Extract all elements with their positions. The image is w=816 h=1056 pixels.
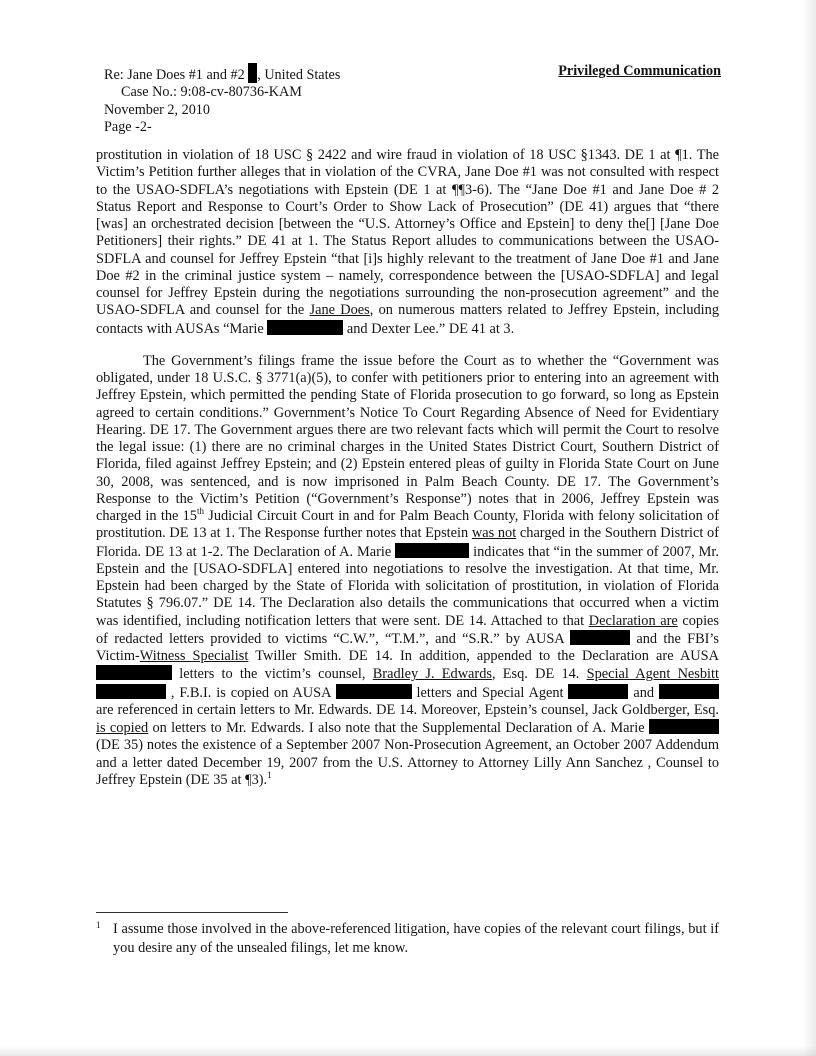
redaction-box — [96, 684, 166, 699]
text-run: indicates that “in the summer of 2007, Mr. Epstein and the [USAO-SDFLA] entered into negotiations to resolve the investigation. At that time, Mr. Epstein had been charged by the State of Florida with solicitation of prostitution, in violation of Florida Statutes § 796.07.” DE 14. The Declaration also details the communications that occurred when a victim was identified, including notification letters that were sent. DE 14. Attached to that — [96, 543, 719, 629]
text-run: letters to the victim’s counsel, — [172, 666, 373, 683]
text-run: , F.B.I. is copied on AUSA — [166, 684, 336, 701]
underlined-text: Special Agent Nesbitt — [586, 666, 719, 683]
underlined-text: Witness Specialist — [139, 648, 249, 664]
text-run: and the FBI’s Victim- — [96, 630, 719, 664]
footnote — [96, 920, 719, 958]
text-run: letters and Special Agent — [411, 684, 569, 701]
scan-shadow-bottom — [0, 1046, 816, 1056]
redaction-box — [395, 543, 469, 558]
text-run: charged in the Southern District of Florida. DE 13 at 1-2. The Declaration of A. Marie — [96, 525, 719, 560]
re-line — [104, 63, 340, 84]
footnote-mark: 1 — [96, 920, 101, 930]
text-run: copies of redacted letters provided to victims “C.W.”, “T.M.”, and “S.R.” by AUSA — [96, 612, 720, 647]
underlined-text: Jane Does — [309, 302, 370, 319]
redaction-box — [570, 630, 630, 645]
redaction-box — [336, 684, 412, 699]
footnote-divider — [96, 912, 288, 913]
text-run: , Esq. DE 14. — [491, 666, 587, 683]
letter-date: November 2, 2010 — [104, 101, 210, 118]
underlined-text: Bradley J. Edwards — [372, 666, 492, 683]
text-run: (DE 35) notes the existence of a September 2007 Non-Prosecution Agreement, an October 2007 Addendum and a letter dated December 19, 2007 from the U.S. Attorney to Attorney Lilly Ann Sanchez , Counsel to Jeffrey Epstein (DE 35 at ¶3). — [96, 737, 719, 788]
letter-header — [104, 63, 340, 137]
underlined-text: Declaration are — [588, 612, 678, 629]
footnote-text: I assume those involved in the above-referenced litigation, have copies of the relevant court filings, but if you desire any of the unsealed filings, let me know. — [113, 921, 719, 956]
re-prefix: Re: Jane Does #1 and #2 — [104, 67, 245, 83]
footnote-reference: 1 — [267, 769, 272, 780]
underlined-text: was not — [471, 525, 517, 542]
re-suffix: , United States — [257, 67, 341, 83]
redaction-box — [649, 719, 719, 734]
privileged-label: Privileged Communication — [558, 63, 721, 79]
scan-shadow — [802, 0, 816, 1056]
redaction-box — [659, 684, 719, 699]
page-number: Page -2- — [104, 119, 152, 136]
text-run: The Government’s filings frame the issue before the Court as to whether the “Government was obligated, under 18 U.S.C. § 3771(a)(5), to confer with petitioners prior to entering into an agreement with Jeffrey Epstein, which permitted the pending State of Florida prosecution to go forward, so long as Epstein agreed to certain conditions.” Government’s Notice To Court Regarding Absence of Need for Evidentiary Hearing. DE 17. The Government argues there are two relevant facts which will permit the Court to resolve the legal issue: (1) there are no criminal charges in the United States District Court, Southern District of Florida, filed against Jeffrey Epstein; and (2) Epstein entered pleas of guilty in Florida State Court on June 30, 2008, was sentenced, and is now imprisoned in Palm Beach County. DE 17. The Government’s Response to the Victim’s Petition (“Government’s Response”) notes that in 2006, Jeffrey Epstein was charged in the 15 — [96, 352, 719, 524]
text-run: Judicial Circuit Court in and for Palm Beach County, Florida with felony solicitation of prostitution. DE 13 at 1. The Response further notes that Epstein — [96, 508, 719, 542]
text-run: are referenced in certain letters to Mr. Edwards. DE 14. Moreover, Epstein’s counsel, Jack Goldberger, Esq. — [96, 701, 719, 718]
superscript: th — [196, 506, 204, 517]
redaction-box — [568, 684, 628, 699]
case-number: Case No.: 9:08-cv-80736-KAM — [121, 84, 302, 101]
text-run: , on numerous matters related to Jeffrey Epstein, including contacts with AUSAs “Marie — [96, 302, 719, 337]
text-run: on letters to Mr. Edwards. I also note that the Supplemental Declaration of A. Marie — [148, 720, 650, 736]
letter-body — [96, 147, 719, 789]
redaction-box — [248, 63, 257, 83]
text-run: prostitution in violation of 18 USC § 2422 and wire fraud in violation of 18 USC §1343. DE 1 at ¶1. The Victim’s Petition further alleges that in violation of the CVRA, Jane Doe #1 was not consulted with respect to the USAO-SDFLA’s negotiations with Epstein (DE 1 at ¶¶3-6). The “Jane Doe #1 and Jane Doe # 2 Status Report and Response to Court’s Order to Show Lack of Prosecution” (DE 41) argues that “there [was] an orchestrated decision [between the “U.S. Attorney’s Office and Epstein] to deny the[] [Jane Doe Petitioners] their rights.” DE 41 at 1. The Status Report alludes to communications between the USAO-SDFLA and counsel for Jeffrey Epstein “that [i]s highly relevant to the treatment of Jane Doe #1 and Jane Doe #2 in the criminal justice system – namely, correspondence between the [USAO-SDFLA] and legal counsel for Jeffrey Epstein during the negotiations surrounding the non-prosecution agreement” and the USAO-SDFLA and counsel for the — [96, 147, 719, 319]
redaction-box — [267, 320, 343, 335]
paragraph-1 — [96, 147, 719, 338]
paragraph-2 — [96, 353, 719, 789]
redaction-box — [96, 665, 172, 680]
text-run: and — [628, 684, 660, 701]
text-run: Twiller Smith. DE 14. In addition, appended to the Declaration are AUSA — [248, 648, 719, 664]
underlined-text: is copied — [96, 720, 149, 736]
text-run: and Dexter Lee.” DE 41 at 3. — [343, 320, 515, 337]
